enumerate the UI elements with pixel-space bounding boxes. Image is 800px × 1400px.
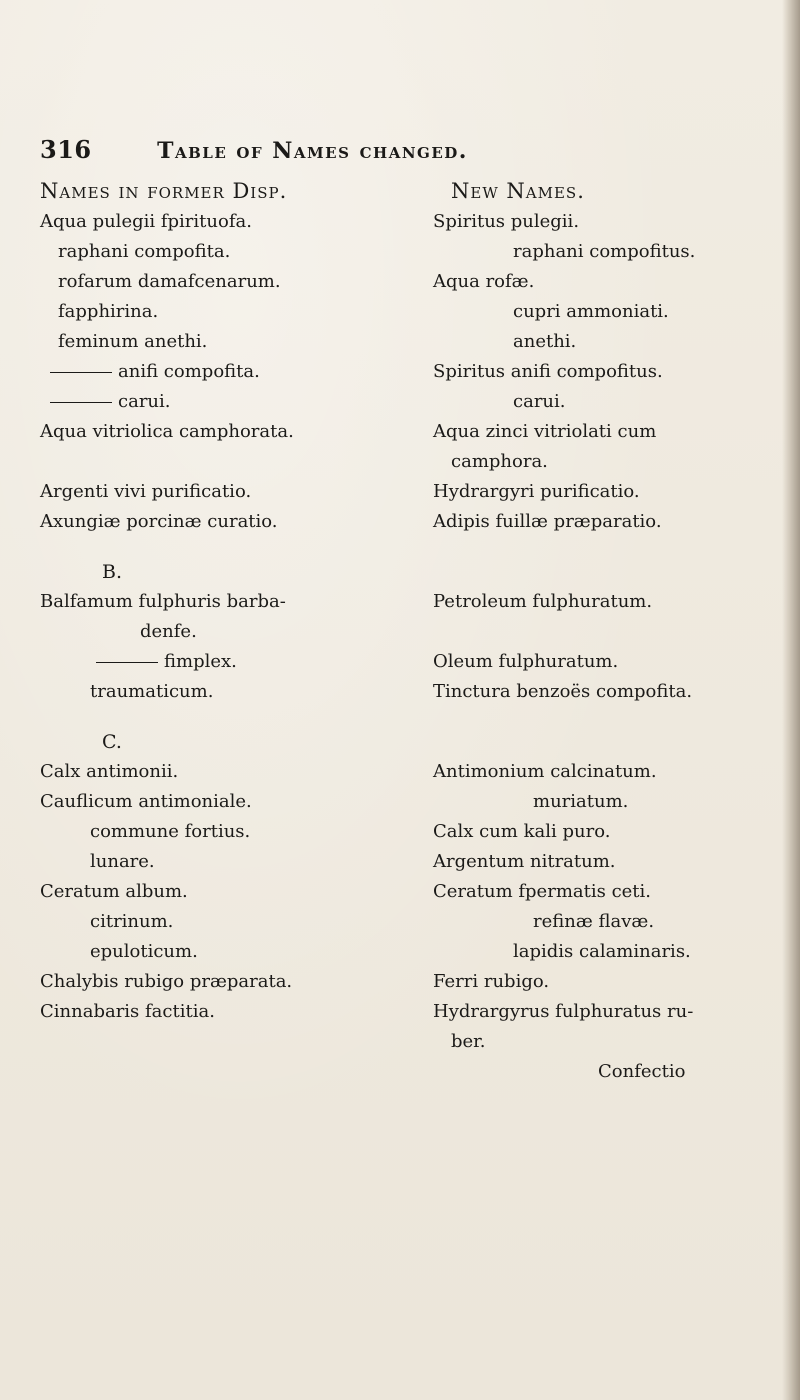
page-title: Table of Names changed. xyxy=(157,138,468,164)
blank-row xyxy=(433,727,768,757)
section-letter-b: B. xyxy=(102,561,123,583)
new-name-entry: Spiritus pulegii. xyxy=(433,211,580,232)
blank-row xyxy=(433,557,768,587)
former-name-entry: Chalybis rubigo præparata. xyxy=(40,971,293,992)
former-name-entry: Ceratum album. xyxy=(40,881,188,902)
former-name-entry: Axungiæ porcinæ curatio. xyxy=(40,511,278,532)
former-name-text: anifi compofita. xyxy=(118,361,260,382)
new-name-entry: lapidis calaminaris. xyxy=(513,941,691,962)
new-name-entry: Aqua rofæ. xyxy=(433,271,535,292)
section-gap xyxy=(40,707,420,727)
new-name-entry: Oleum fulphuratum. xyxy=(433,651,619,672)
new-name-entry: raphani compofitus. xyxy=(513,241,696,262)
new-names-column xyxy=(433,175,768,1087)
section-letter-c: C. xyxy=(102,731,122,753)
ditto-dash xyxy=(96,662,158,663)
new-name-entry: Hydrargyri purificatio. xyxy=(433,481,640,502)
ditto-dash xyxy=(50,372,112,373)
blank-row xyxy=(40,447,420,477)
section-gap xyxy=(40,537,420,557)
former-name-entry: traumaticum. xyxy=(90,681,214,702)
new-name-entry: refinæ flavæ. xyxy=(533,911,655,932)
former-name-entry: Calx antimonii. xyxy=(40,761,179,782)
former-name-entry-ditto xyxy=(40,357,420,387)
former-name-entry: Cinnabaris factitia. xyxy=(40,1001,215,1022)
new-name-entry: Petroleum fulphuratum. xyxy=(433,591,653,612)
former-name-entry: Balfamum fulphuris barba- xyxy=(40,591,286,612)
new-name-entry: Tinctura benzoës compofita. xyxy=(433,681,693,702)
former-names-heading: Names in former Disp. xyxy=(40,179,288,203)
blank-row xyxy=(433,617,768,647)
former-name-entry: rofarum damafcenarum. xyxy=(58,271,281,292)
former-name-entry-ditto xyxy=(40,647,420,677)
running-head xyxy=(40,136,720,164)
page-number: 316 xyxy=(40,135,92,164)
former-name-text: carui. xyxy=(118,391,171,412)
new-name-entry: Ceratum fpermatis ceti. xyxy=(433,881,652,902)
former-name-text: fimplex. xyxy=(164,651,237,672)
new-name-entry: Ferri rubigo. xyxy=(433,971,550,992)
former-name-entry: feminum anethi. xyxy=(58,331,208,352)
former-name-entry: Argenti vivi purificatio. xyxy=(40,481,252,502)
page-edge-shadow xyxy=(782,0,800,1400)
former-names-column xyxy=(40,175,420,1027)
section-gap xyxy=(433,537,768,557)
new-name-entry: anethi. xyxy=(513,331,577,352)
new-name-entry: Spiritus anifi compofitus. xyxy=(433,361,663,382)
new-name-entry: carui. xyxy=(513,391,566,412)
former-name-entry: Aqua pulegii fpirituofa. xyxy=(40,211,252,232)
new-name-entry-continuation: camphora. xyxy=(451,451,548,472)
new-name-entry: Argentum nitratum. xyxy=(433,851,616,872)
new-name-entry-continuation: ber. xyxy=(451,1031,486,1052)
former-name-entry: citrinum. xyxy=(90,911,174,932)
new-name-entry: Aqua zinci vitriolati cum xyxy=(433,421,657,442)
former-name-entry: commune fortius. xyxy=(90,821,251,842)
former-name-entry: Aqua vitriolica camphorata. xyxy=(40,421,294,442)
former-name-entry: Cauflicum antimoniale. xyxy=(40,791,252,812)
former-name-entry: raphani compofita. xyxy=(58,241,231,262)
former-name-entry: epuloticum. xyxy=(90,941,198,962)
former-name-entry: lunare. xyxy=(90,851,155,872)
former-name-entry: fapphirina. xyxy=(58,301,159,322)
new-name-entry: muriatum. xyxy=(533,791,629,812)
former-name-entry-continuation: denfe. xyxy=(140,621,197,642)
section-gap xyxy=(433,707,768,727)
new-name-entry: Antimonium calcinatum. xyxy=(433,761,657,782)
new-name-entry: Hydrargyrus fulphuratus ru- xyxy=(433,1001,694,1022)
ditto-dash xyxy=(50,402,112,403)
new-names-heading: New Names. xyxy=(451,179,585,203)
new-name-entry: Adipis fuillæ præparatio. xyxy=(433,511,662,532)
catchword: Confectio xyxy=(598,1061,686,1082)
new-name-entry: Calx cum kali puro. xyxy=(433,821,611,842)
new-name-entry: cupri ammoniati. xyxy=(513,301,669,322)
former-name-entry-ditto xyxy=(40,387,420,417)
